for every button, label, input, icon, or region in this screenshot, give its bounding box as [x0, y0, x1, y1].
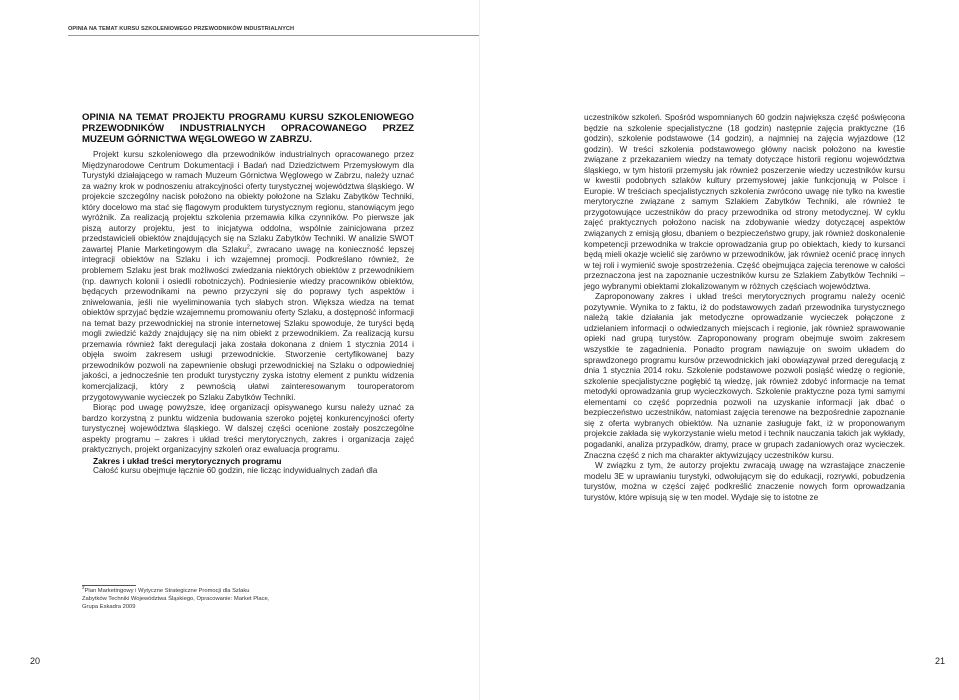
- footnote-marker: 2: [82, 585, 85, 591]
- footnote: [82, 585, 272, 612]
- section-heading: Zakres i układ treści merytorycznych programu: [93, 455, 282, 466]
- paragraph: Biorąc pod uwagę powyższe, ideę organizacji opisywanego kursu należy uznać za bardzo korzystną z punktu widzenia budowania szeroko pojętej konkurencyjności oferty turystycznej województwa śląskiego. W dalszej części ocenione zostały poszczególne aspekty programu – zakres i układ treści merytorycznych, zakres i organizacja zajęć praktycznych, projekt organizacyjny szkoleń oraz ewaluacja programu.: [82, 403, 414, 455]
- running-head: OPINIA NA TEMAT KURSU SZKOLENIOWEGO PRZEWODNIKÓW INDUSTRIALNYCH: [68, 26, 295, 32]
- footnote-text: Plan Marketingowy i Wytyczne Strategiczne Promocji dla Szlaku Zabytków Techniki Województwa Śląskiego, Opracowanie: Market Place, Grupa Eskadra 2009: [82, 588, 270, 610]
- left-page-body: [82, 150, 414, 477]
- running-head-rule: [68, 35, 479, 36]
- footnote-rule: [82, 585, 136, 586]
- page-number-left: 20: [30, 656, 41, 666]
- page-spine: [479, 0, 480, 700]
- page-number-right: 21: [935, 656, 946, 666]
- paragraph: uczestników szkoleń. Spośród wspomnianych 60 godzin największa część poświęcona będzie na szkolenie specjalistyczne (18 godzin) następnie zajęcia praktyczne (16 godzin), szkolenie podstawowe (14 godzin), a najmniej na zajęcia wyjazdowe (12 godzin). W treści szkolenia podstawowego główny nacisk położono na kwestie związane z przekazaniem wiedzy na tematy dotyczące historii regionu województwa śląskiego, w tym historii przemysłu jak również poszerzenie wiedzy uczestników kursu w kwestii podobnych szlaków kultury przemysłowej jakie funkcjonują w Polsce i Europie. W treściach specjalistycznych szkolenia zwrócono uwagę nie tylko na kwestie merytoryczne związane z samym Szlakiem Zabytków Techniki, ale również te przygotowujące uczestników do pracy przewodnika od strony metodycznej. W cyklu zajęć praktycznych położono nacisk na zdobywanie wiedzy dotyczącej aspektów związanych z emisją głosu, dbaniem o bezpieczeństwo grupy, jak również doskonalenie kompetencji przewodnika w trakcie oprowadzania grup po obiektach, kiedy to kursanci będą mieli okazje wcielić się zarówno w przewodników, jak również ocenić pracę innych w tej roli i wymienić swoje spostrzeżenia. Część obejmująca zajęcia terenowe w całości przeznaczona jest na zapoznanie uczestników kursu ze Szlakiem Zabytków Techniki – jego wybranymi obiektami zlokalizowanym w różnych częściach województwa.: [584, 113, 905, 291]
- paragraph: Całość kursu obejmuje łącznie 60 godzin, nie licząc indywidualnych zadań dla: [93, 466, 378, 476]
- right-page-body: [584, 113, 905, 503]
- paragraph: W związku z tym, że autorzy projektu zwracają uwagę na wzrastające znaczenie modelu 3E w uprawianiu turystyki, odwołującym się do edukacji, rozrywki, pobudzenia turystów, można w części zajęć podkreślić znaczenie nowych form oprowadzania turystów, które wpisują się w ten model. Wydaje się to istotne ze: [584, 461, 905, 502]
- paragraph: [82, 150, 414, 403]
- paragraph-text: , zwracano uwagę na konieczność lepszej integracji obiektów na Szlaku i ich wzajemnej promocji. Podkreślano również, że problemem Szlaku jest brak możliwości zwiedzania niektórych obiektów z przewodnikiem (np. dawnych kolonii i osiedli robotniczych). Podniesienie wiedzy pracowników obiektów, będących przewodnikami na pewno przyczyni się do poprawy tych aspektów i zniwelowania, jeśli nie wyeliminowania tych słabych stron. Większa wiedza na temat obiektów sprzyjać będzie wzajemnemu promowaniu oferty Szlaku, a dostępność informacji na temat bazy przewodnickiej na stronie internetowej Szlaku spowoduje, że turyści będą mogli zwiedzić każdy znajdujący się na nim obiekt z przewodnikiem. Za realizacją kursu przemawia również fakt deregulacji jaka została dokonana z dniem 1 stycznia 2014 i objęła swoim zakresem usługi przewodnickie. Stworzenie certyfikowanej bazy przewodników pozwoli na zapewnienie obsługi przewodnickiej na Szlaku o odpowiedniej jakości, a jednocześnie ten produkt turystyczny zyska istotny element z punktu widzenia komercjalizacji, który z pewnością ułatwi zainteresowanym touroperatorom przygotowywanie wycieczek po Szlaku Zabytków Techniki.: [82, 244, 414, 402]
- paragraph-text: Projekt kursu szkoleniowego dla przewodników industrialnych opracowanego przez Międzynarodowe Centrum Dokumentacji i Badań nad Dziedzictwem Przemysłowym dla Turystyki działającego w ramach Muzeum Górnictwa Węglowego w Zabrzu, należy uznać za ważny krok w podnoszeniu atrakcyjności oferty turystycznej województwa śląskiego. W projekcie szczególny nacisk położono na obiekty położone na Szlaku Zabytków Techniki, który docelowo ma stać się flagowym produktem turystycznym regionu, stanowiącym jego wyróżnik. Za realizacją projektu szkolenia przemawia kilka czynników. Po pierwsze jak piszą autorzy projektu, jest to inicjatywa oddolna, wspólnie zainicjowana przez przedstawicieli obiektów znajdujących się na Szlaku Zabytków Techniki. W analizie SWOT zawartej Planie Marketingowym dla Szlaku: [82, 150, 414, 254]
- footnote-reference: 2: [246, 244, 250, 251]
- document-title: OPINIA NA TEMAT PROJEKTU PROGRAMU KURSU SZKOLENIOWEGO PRZEWODNIKÓW INDUSTRIALNYCH OPRACOWANEGO PRZEZ MUZEUM GÓRNICTWA WĘGLOWEGO W ZABRZU.: [82, 112, 414, 146]
- paragraph: Zaproponowany zakres i układ treści merytorycznych programu należy ocenić pozytywnie. Wynika to z faktu, iż do podstawowych zadań przewodnika turystycznego należą takie działania jak metodyczne oprowadzanie wycieczek połączone z udzielaniem informacji o odwiedzanych miejscach i regionie, jak również sprawowanie opieki nad grupą turystów. Zaproponowany program obejmuje swoim zakresem wszystkie te zagadnienia. Ponadto program nawiązuje on swoim układem do sprawdzonego programu kursów przewodnickich jaki obowiązywał przed deregulacją z dnia 1 stycznia 2014 roku. Szkolenie podstawowe pozwoli posiąść wiedzę o regionie, szkolenie specjalistyczne pogłębić tą wiedzę, jak również zdobyć informacje na temat metodyki oprowadzania grup wycieczkowych. Szkolenie praktyczne poza tymi samymi elementami co część poprzednia pozwoli na uzyskanie informacji jak dbać o bezpieczeństwo uczestników, natomiast zajęcia terenowe na bezpośrednie zapoznanie się z oferta wybranych obiektów. Na uznanie zasługuje fakt, iż w proponowanym projekcie zakłada się wykorzystanie wielu metod i technik nauczania takich jak wykłady, pogadanki, analiza przypadków, dramy, prace w grupach zadaniowych oraz wycieczek. Znaczna część z nich ma charakter aktywizujący uczestników kursu.: [584, 292, 905, 460]
